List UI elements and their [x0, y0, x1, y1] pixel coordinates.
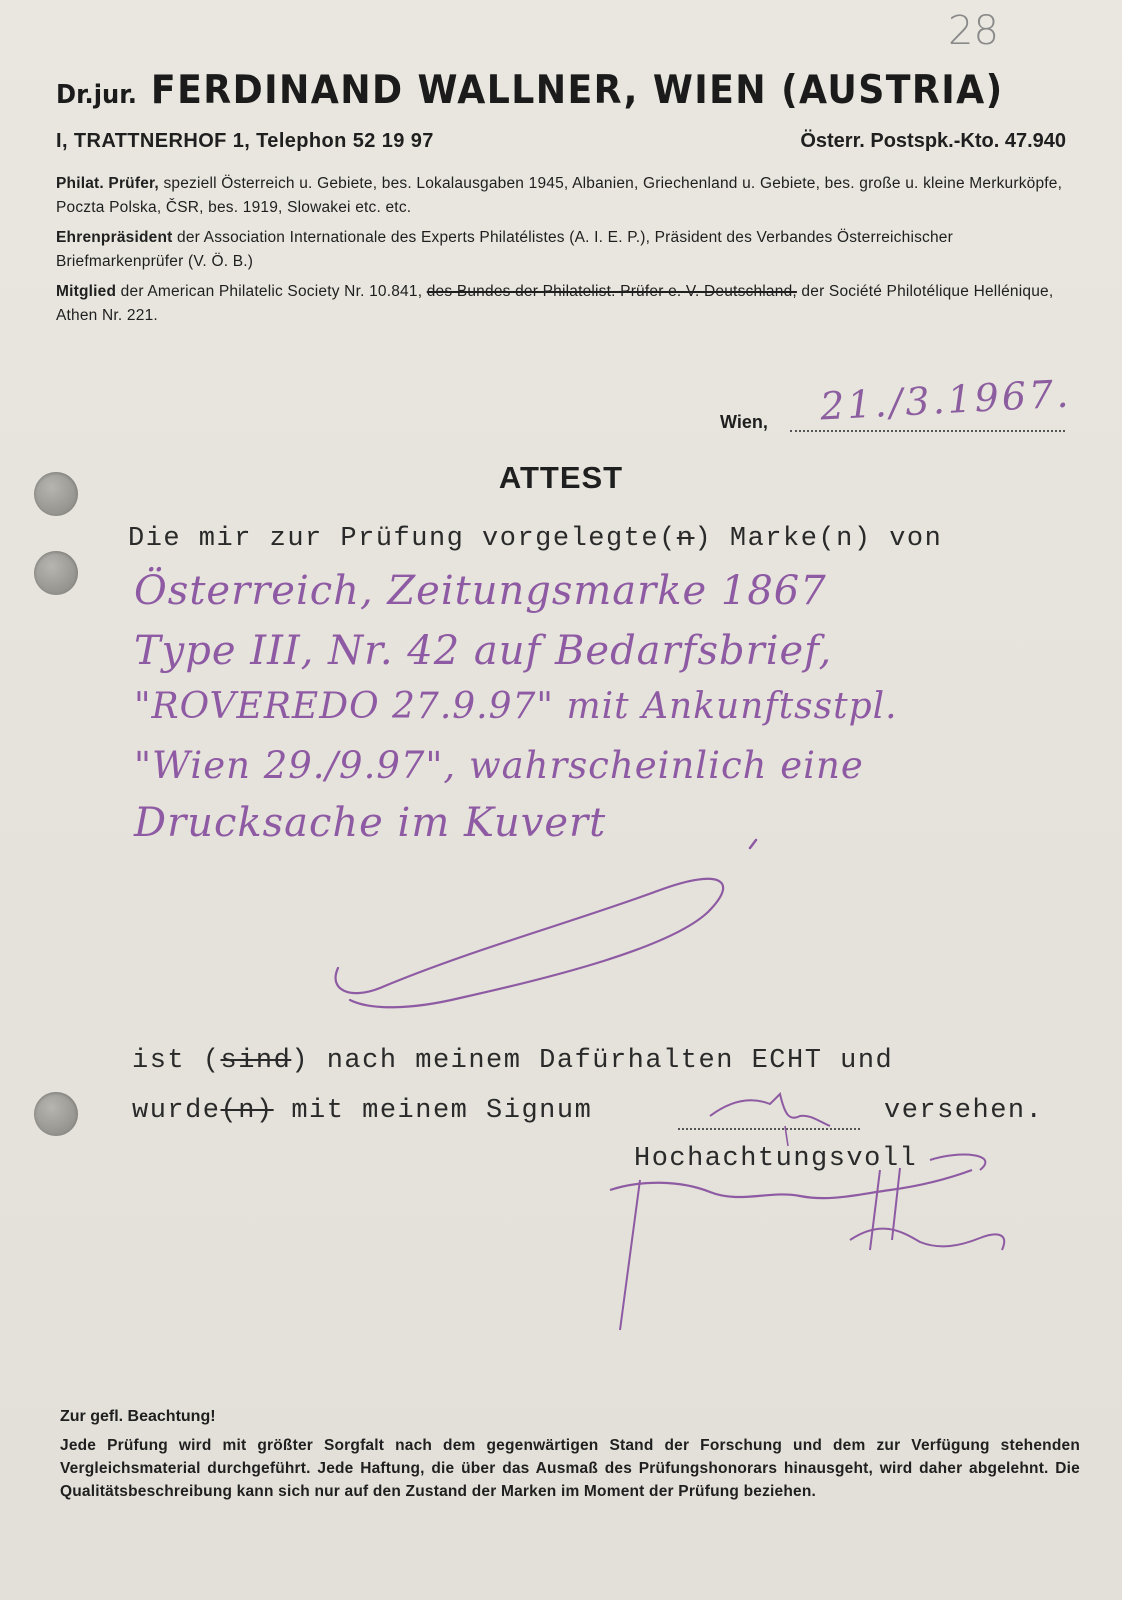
intro-part-c: ) von [853, 524, 943, 554]
sind-open: ( [202, 1046, 221, 1076]
handwritten-line: "ROVEREDO 27.9.97" mit Ankunftsstpl. [134, 686, 898, 727]
ink-flourish [320, 820, 770, 1020]
letterhead-account: Österr. Postspk.-Kto. 47.940 [800, 130, 1066, 152]
letterhead-address: I, TRATTNERHOF 1, Telephon 52 19 97 [56, 130, 434, 152]
n-struck: (n) [220, 1096, 274, 1126]
mitglied-struck-text: des Bundes der Philatelist. Prüfer e. V. Deutschland, [426, 283, 797, 300]
versehen-word: versehen. [884, 1096, 1044, 1126]
signum-text: mit meinem Signum [291, 1096, 593, 1126]
ehren-label: Ehrenpräsident [56, 229, 173, 246]
intro-part-b: ) Marke( [694, 524, 837, 554]
philat-label: Philat. Prüfer, [56, 175, 159, 192]
intro-n-struck-1: n [676, 524, 695, 554]
sind-struck: sind [220, 1046, 292, 1076]
handwritten-line: "Wien 29./9.97", wahrscheinlich eine [134, 744, 864, 787]
attest-echt-line [132, 1046, 893, 1076]
attest-title: ATTEST [498, 460, 624, 495]
letterhead-name [56, 68, 1004, 113]
qualification-ehren [56, 226, 1066, 274]
attest-wurde [132, 1096, 592, 1126]
handwritten-signature [600, 1150, 1040, 1330]
echt-rest: nach meinem Dafürhalten ECHT und [326, 1046, 894, 1076]
wurde-word: wurde [132, 1096, 221, 1126]
mitglied-text: der American Philatelic Society Nr. 10.841, [120, 283, 423, 300]
attest-intro [128, 524, 942, 554]
qualification-philat [56, 172, 1066, 220]
date-handwritten: 21./3.1967. [819, 371, 1073, 429]
mitglied-text-2: der Société Philotélique Hellénique, Athen Nr. 221. [56, 283, 1054, 324]
date-city-label: Wien, [720, 412, 768, 432]
footer-title: Zur gefl. Beachtung! [60, 1408, 216, 1425]
ehren-text: der Association Internationale des Experts Philatélistes (A. I. E. P.), Präsident des Verbandes Österreichischer Briefmarkenprüfer (V. Ö. B.) [56, 229, 953, 270]
punch-hole [34, 1092, 78, 1136]
qualification-mitglied [56, 280, 1066, 328]
closing-salutation: Hochachtungsvoll [634, 1144, 918, 1174]
handwritten-line: Drucksache im Kuvert [134, 800, 607, 846]
philat-text: speziell Österreich u. Gebiete, bes. Lokalausgaben 1945, Albanien, Griechenland u. Gebiete, bes. große u. kleine Merkurköpfe, Poczta Polska, ČSR, bes. 1919, Slowakei etc. etc. [56, 175, 1063, 216]
intro-n-2: n [836, 524, 854, 554]
ist-word: ist [132, 1046, 186, 1076]
sind-close: ) [291, 1046, 310, 1076]
intro-part-a: Die mir zur Prüfung vorgelegte( [128, 524, 677, 554]
footer-body: Jede Prüfung wird mit größter Sorgfalt nach dem gegenwärtigen Stand der Forschung und dem zur Verfügung stehenden Vergleichsmaterial durchgeführt. Jede Haftung, die über das Ausmaß des Prüfungshonorars hinausgeht, wird daher abgelehnt. Die Qualitätsbeschreibung kann sich nur auf den Zustand der Marken im Moment der Prüfung beziehen. [60, 1437, 1080, 1500]
date-dotted-line [790, 430, 1065, 432]
mitglied-label: Mitglied [56, 283, 117, 300]
letterhead-title: FERDINAND WALLNER, WIEN (AUSTRIA) [150, 68, 1004, 113]
letterhead-prefix: Dr.jur. [56, 80, 137, 110]
page-number: 28 [948, 8, 999, 54]
handwritten-line: Type III, Nr. 42 auf Bedarfsbrief, [134, 628, 833, 674]
punch-hole [34, 551, 78, 595]
handwritten-line: Österreich, Zeitungsmarke 1867 [134, 568, 827, 614]
